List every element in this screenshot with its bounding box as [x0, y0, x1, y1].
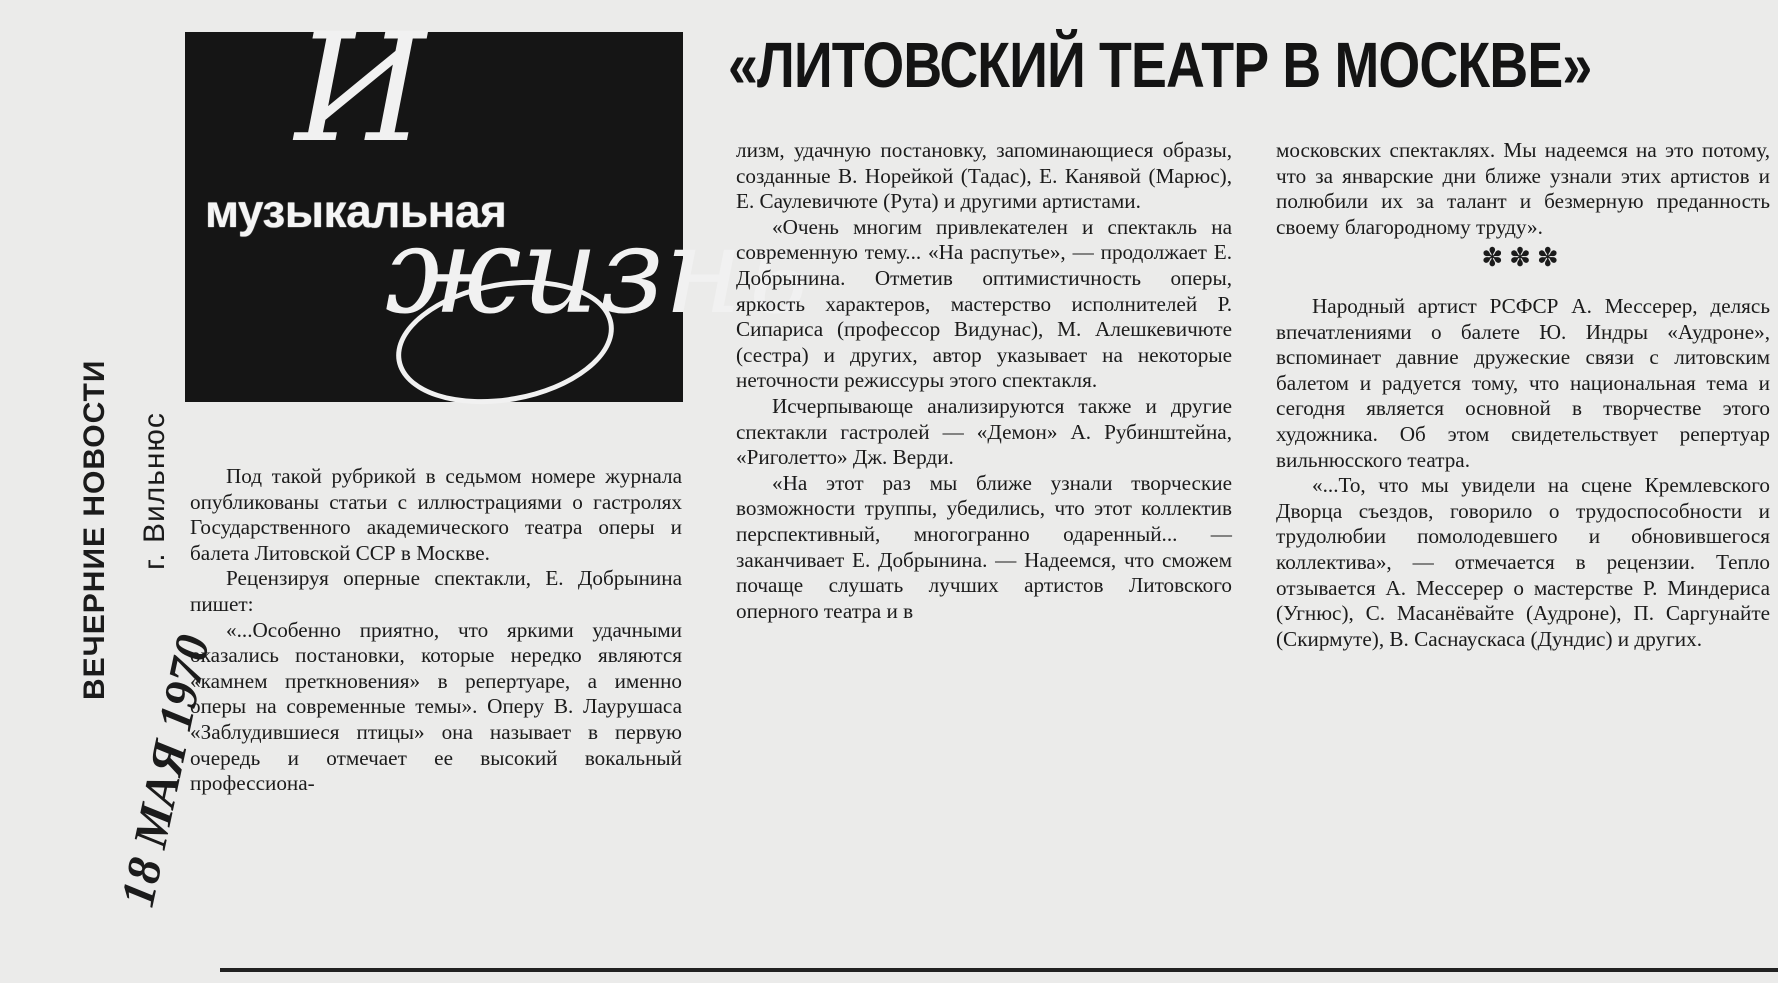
handwritten-date: 18 МАЯ 1970 — [110, 630, 221, 912]
newspaper-name: ВЕЧЕРНИЕ НОВОСТИ — [78, 359, 111, 700]
article-column-1 — [190, 464, 682, 797]
rubric-title: музыкальная — [205, 185, 507, 237]
paragraph: Народный артист РСФСР А. Мессерер, делясь впечатлениями о балете Ю. Индры «Аудроне», вспоминает давние дружеские связи с литовским балетом и радуется тому, что национальная тема и сегодня является основной в творчестве этого художника. Об этом свидетельствует репертуар вильнюсского театра. — [1276, 293, 1770, 472]
paragraph: Под такой рубрикой в седьмом номере журнала опубликованы статьи с иллюстрациями о гастролях Государственного академического театра оперы и балета Литовской ССР в Москве. — [190, 464, 682, 565]
paragraph: московских спектаклях. Мы надеемся на это потому, что за январские дни ближе узнали этих артистов и полюбили их за талант и безмерную преданность своему благородному труду». — [1276, 138, 1770, 239]
paragraph: «На этот раз мы ближе узнали творческие возможности труппы, убедились, что этот коллектив перспективный, многогранно одаренный... — заканчивает Е. Добрынина. — Надеемся, что сможем почаще слушать лучших артистов Литовского оперного театра и в — [736, 470, 1232, 623]
article-column-2 — [736, 138, 1232, 624]
rubric-script-word: жизнь — [385, 202, 809, 341]
rubric-logo — [185, 2, 809, 402]
city-name: г. Вильнюс — [138, 412, 171, 570]
rubric-script-letter: И — [295, 2, 426, 176]
paragraph: «...Особенно приятно, что яркими удачными оказались постановки, которые нередко являются «камнем преткновения» в репертуаре, а именно оперы на современные темы». Оперу В. Лаурушаса «Заблудившиеся птицы» она называет в первую очередь и отмечает ее высокий вокальный профессиона- — [190, 617, 682, 796]
paragraph: Исчерпывающе анализируются также и другие спектакли гастролей — «Демон» А. Рубинштейна, «Риголетто» Дж. Верди. — [736, 393, 1232, 470]
paragraph: «...То, что мы увидели на сцене Кремлевского Дворца съездов, говорило о трудоспособности и трудолюбии помолодевшего и обновившегося коллектива», — отмечается в рецензии. Тепло отзывается А. Мессерер о мастерстве Р. Миндериса (Угнюс), С. Масанёвайте (Аудроне), П. Саргунайте (Скирмуте), В. Саснаускаса (Дундис) и других. — [1276, 473, 1770, 651]
bottom-rule — [220, 968, 1778, 972]
section-separator-asterisks: ✽✽✽ — [1481, 243, 1565, 274]
article-headline: «ЛИТОВСКИЙ ТЕАТР В МОСКВЕ» — [728, 29, 1592, 101]
paragraph: лизм, удачную постановку, запоминающиеся образы, созданные В. Норейкой (Тадас), Е. Канявой (Марюс), Е. Саулевичюте (Рута) и другими артистами. — [736, 138, 1232, 214]
clipping-source-label — [30, 140, 221, 940]
paragraph: «Очень многим привлекателен и спектакль на современную тему... «На распутье», — продолжает Е. Добрынина. Отметив оптимистичность оперы, яркость характеров, мастерство исполнителей Р. Сипариса (профессор Видунас), М. Алешкевичюте (сестра) и других, автор указывает на некоторые неточности режиссуры этого спектакля. — [736, 214, 1232, 393]
paragraph: Рецензируя оперные спектакли, Е. Добрынина пишет: — [190, 566, 682, 616]
article-column-3 — [1276, 138, 1770, 652]
